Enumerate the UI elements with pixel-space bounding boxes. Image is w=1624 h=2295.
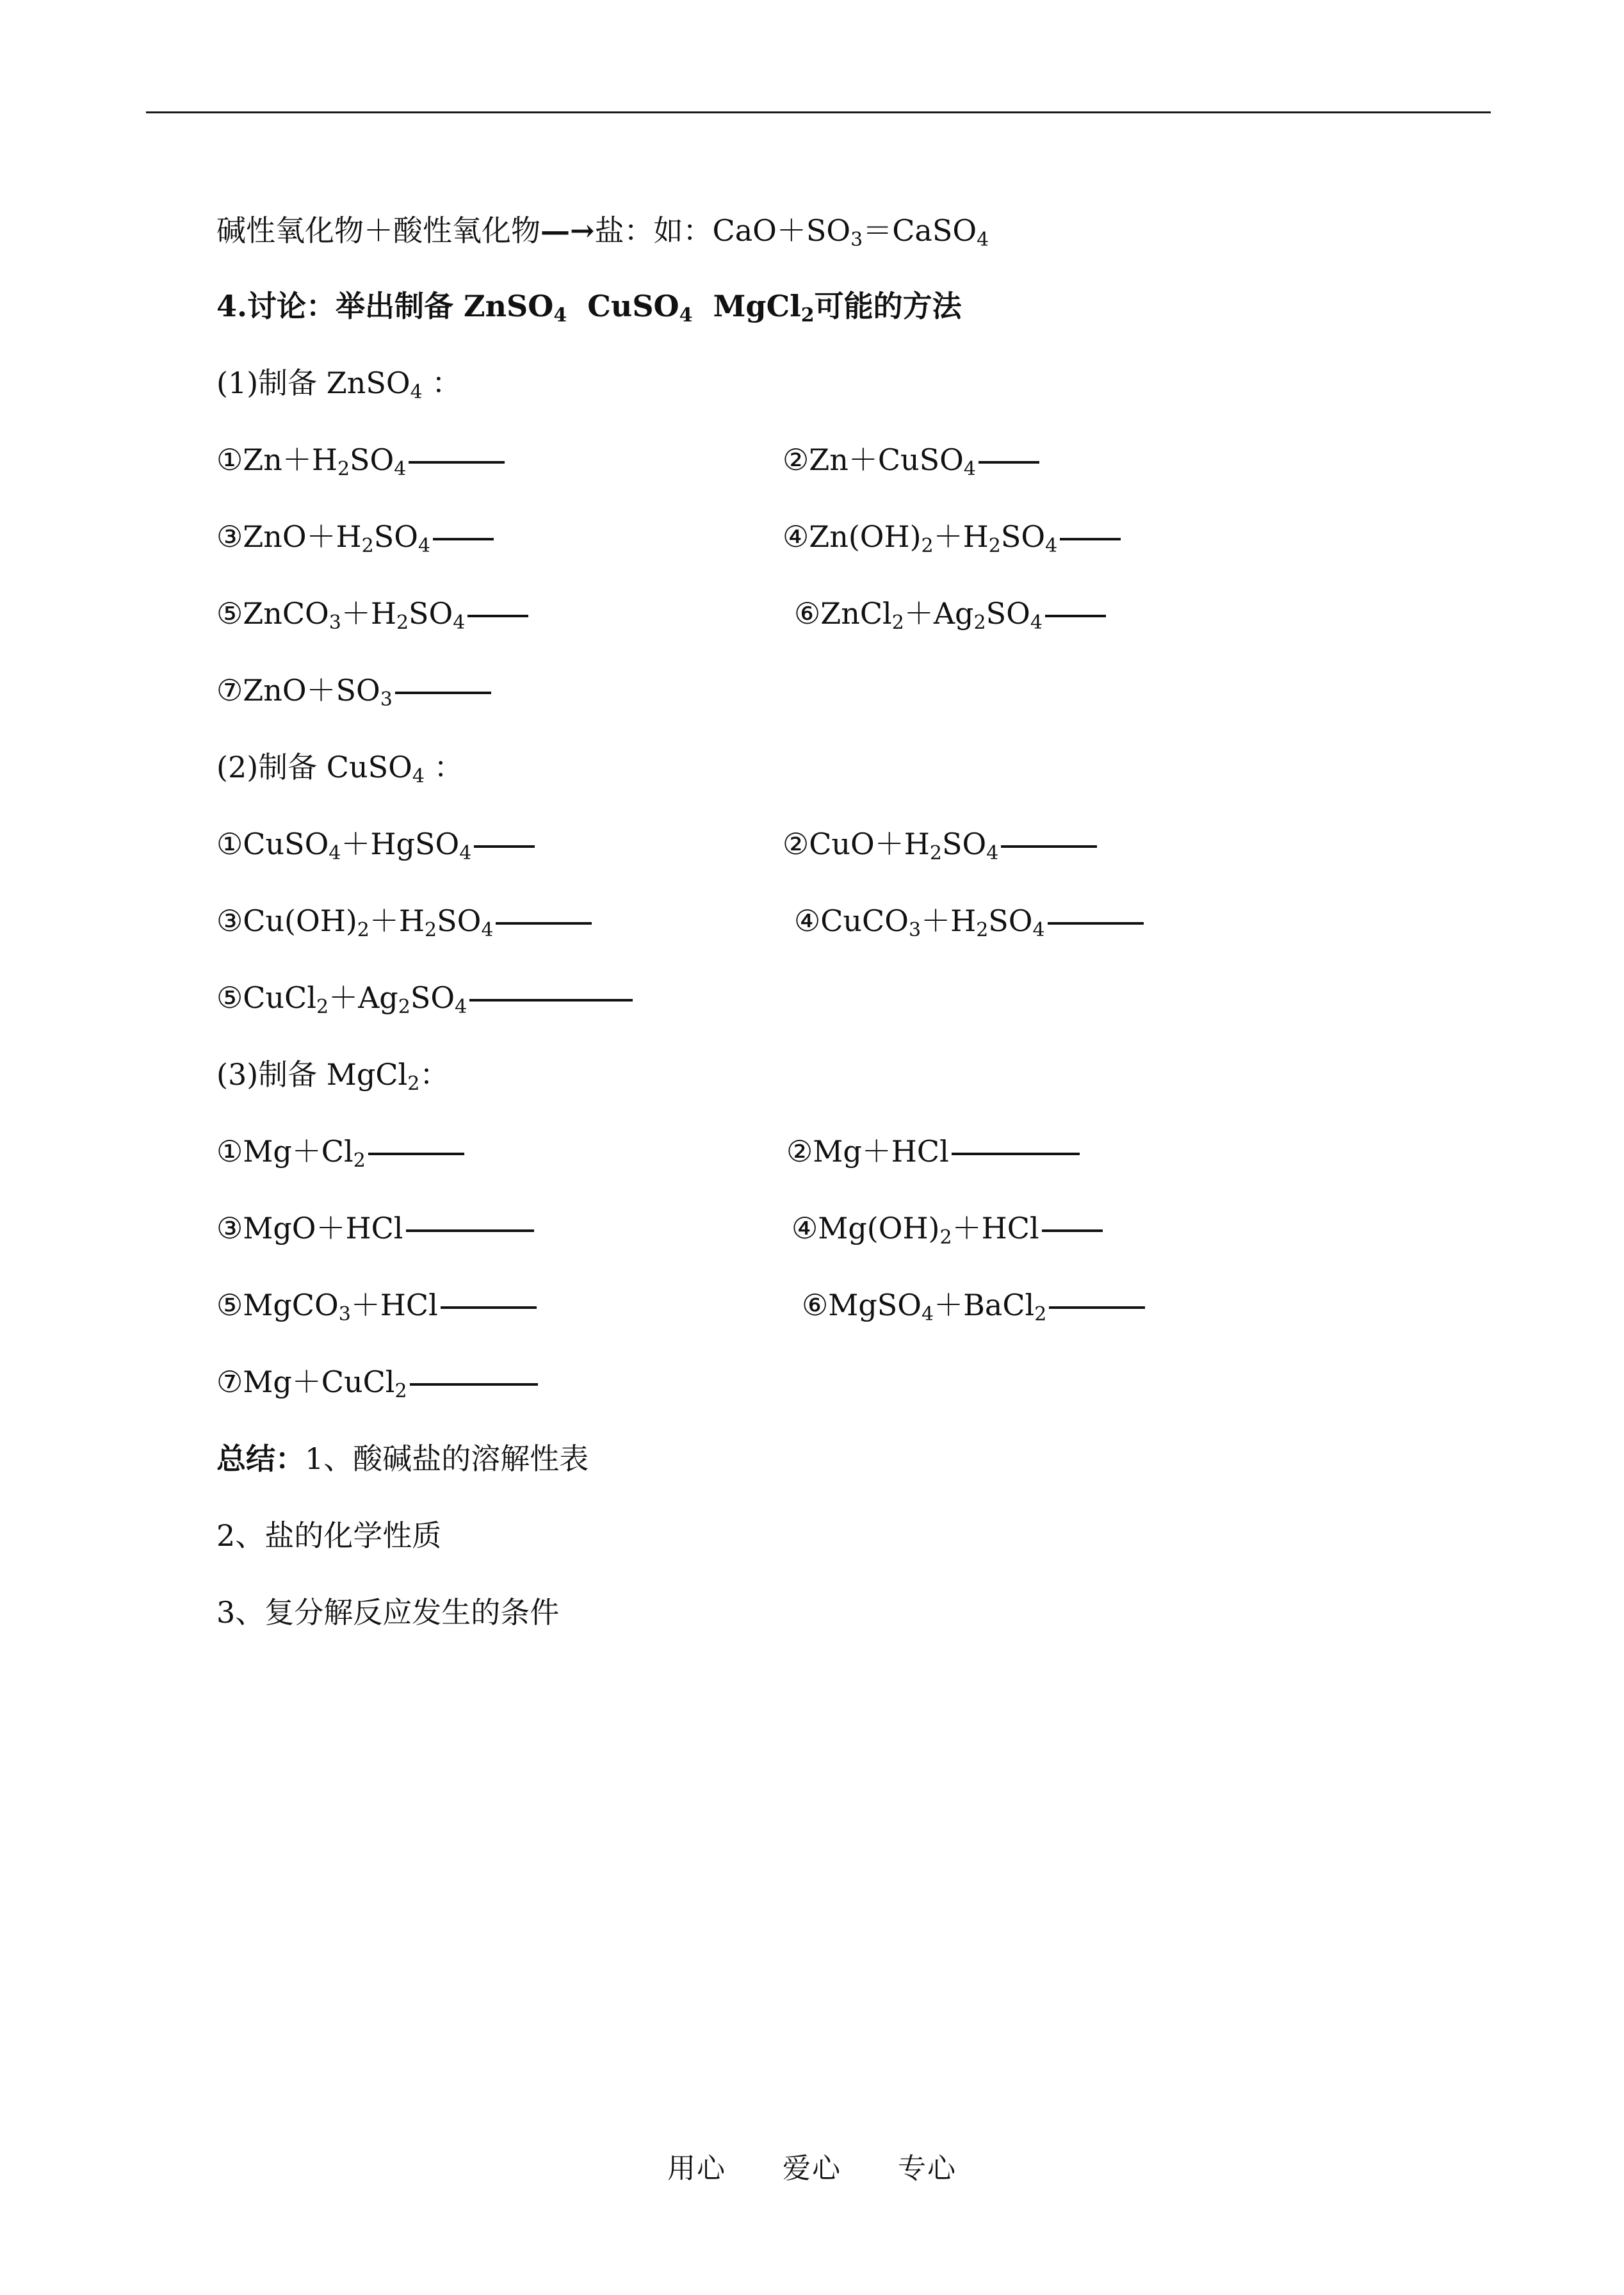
- intro-line: 碱性氧化物＋酸性氧化物—→盐：如：$CaO+SO_3=CaSO_4$: [216, 213, 989, 251]
- header-rule: [146, 111, 1491, 113]
- mg-reaction-3: ③MgO＋HCl: [216, 1209, 534, 1247]
- mg-reaction-7: ⑦Mg＋CuCl$_2$: [216, 1363, 538, 1401]
- section1-title: (1)制备 ZnSO$_4$ ：: [216, 366, 462, 403]
- zn-reaction-7: $⑦ZnO+SO_3$: [216, 671, 491, 710]
- footer-word-2: 爱心: [783, 2152, 841, 2185]
- footer-word-3: 专心: [898, 2152, 957, 2185]
- mg-reaction-2: ②Mg＋HCl: [786, 1132, 1080, 1171]
- summary-line-3: 3、复分解反应发生的条件: [216, 1595, 560, 1630]
- zn-reaction-3: $③ZnO+H_2SO_4$: [216, 517, 494, 556]
- zn-reaction-6: $⑥ZnCl_2+Ag_2SO_4$: [794, 594, 1106, 633]
- section3-title: (3)制备 MgCl$_2$：: [216, 1057, 450, 1095]
- page-footer: [0, 2145, 1624, 2186]
- cu-reaction-2: $②CuO+H_2SO_4$: [783, 825, 1097, 863]
- zn-reaction-2: ②Zn＋CuSO$_4$: [783, 441, 1039, 479]
- section2-title: (2)制备 CuSO$_4$ ：: [216, 750, 464, 788]
- cu-reaction-3: $③Cu(OH)_2+H_2SO_4$: [216, 902, 592, 940]
- zn-reaction-5: $⑤ZnCO_3+H_2SO_4$: [216, 594, 528, 633]
- mg-reaction-4: $④Mg(OH)_2+HCl$: [792, 1209, 1103, 1247]
- mg-reaction-5: ⑤MgCO$_3$＋HCl: [216, 1286, 537, 1324]
- mg-reaction-1: $①Mg+Cl_2$: [216, 1132, 464, 1171]
- summary-line-1: 总结：1、酸碱盐的溶解性表: [216, 1441, 589, 1476]
- zn-reaction-4: $④Zn(OH)_2+H_2SO_4$: [783, 517, 1121, 556]
- summary-line-2: 2、盐的化学性质: [216, 1518, 442, 1553]
- footer-word-1: 用心: [667, 2152, 726, 2185]
- cu-reaction-4: $④CuCO_3+H_2SO_4$: [794, 902, 1144, 940]
- zn-reaction-1: $①Zn+H_2SO_4$: [216, 441, 505, 479]
- cu-reaction-1: ①CuSO$_4$＋HgSO$_4$: [216, 825, 535, 863]
- mg-reaction-6: ⑥MgSO$_4$＋BaCl$_2$: [802, 1286, 1145, 1324]
- discussion-heading: 4.讨论：举出制备 ZnSO$_4$ CuSO$_4$ MgCl$_2$可能的方法: [216, 289, 962, 327]
- cu-reaction-5: $⑤CuCl_2+Ag_2SO_4$: [216, 978, 633, 1017]
